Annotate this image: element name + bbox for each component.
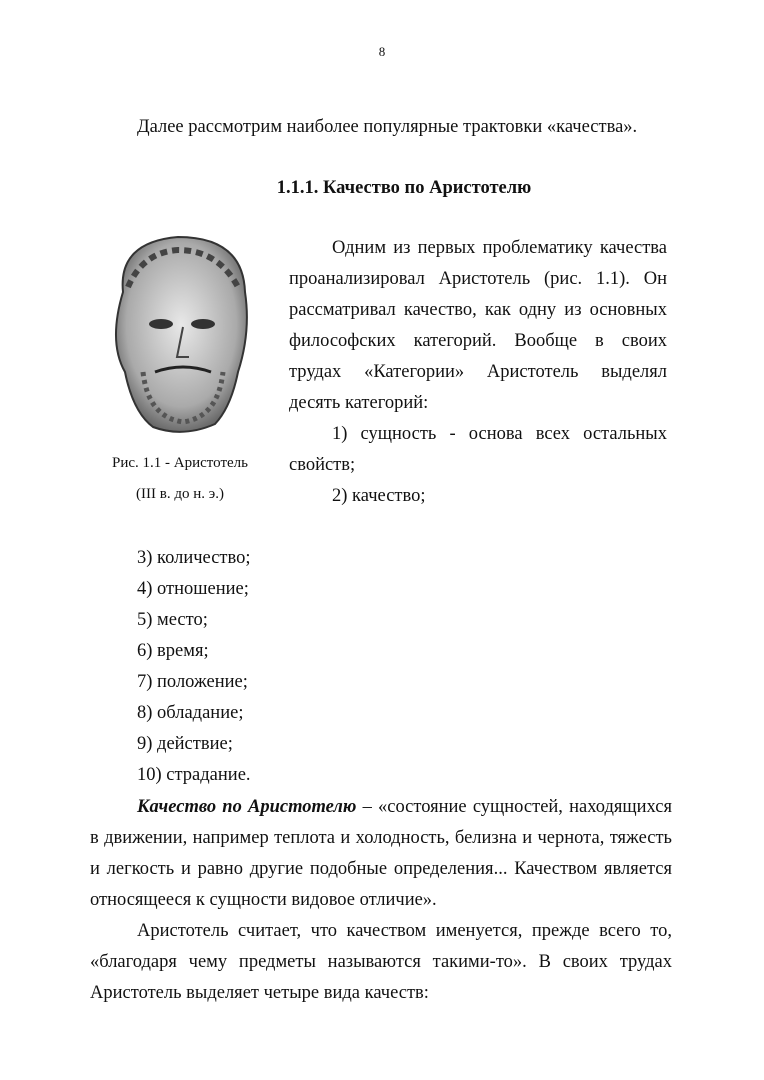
column-paragraph: Одним из первых проблематику качества проанализировал Аристотель (рис. 1.1). Он рассматривал качество, как одну из основных философских категорий. Вообще в своих трудах «Категории» Аристотель выделял десять категорий: <box>289 238 667 413</box>
body-paragraph: Аристотель считает, что качеством именуется, прежде всего то, «благодаря чему предметы называются такими-то». В своих трудах Аристотель выделяет четыре вида качеств: <box>90 921 672 1003</box>
category-item: 5) место; <box>137 610 208 630</box>
category-item: 4) отношение; <box>137 579 249 599</box>
page-number: 8 <box>378 44 386 59</box>
caption-line: Рис. 1.1 - Аристотель <box>112 455 248 471</box>
category-item: 9) действие; <box>137 734 233 754</box>
figure-side-text <box>289 233 667 512</box>
category-item: 6) время; <box>137 641 209 661</box>
definition-text: – «состояние сущностей, находящихся в движении, например теплота и холодность, белизна и чернота, тяжесть и легкость и равно другие подобные определения... Качеством является относящееся к сущности видовое отличие». <box>90 797 672 910</box>
aristotle-bust-image <box>103 232 257 438</box>
caption-line: (III в. до н. э.) <box>136 486 224 502</box>
category-item: 10) страдание. <box>137 765 251 785</box>
category-list <box>137 543 251 791</box>
category-item: 1) сущность - основа всех остальных свойств; <box>289 424 667 475</box>
definition-paragraph <box>90 792 672 916</box>
category-item: 8) обладание; <box>137 703 244 723</box>
intro-sentence: Далее рассмотрим наиболее популярные трактовки «качества». <box>137 117 638 137</box>
defined-term: Качество по Аристотелю <box>137 797 357 817</box>
section-heading: 1.1.1. Качество по Аристотелю <box>276 178 532 198</box>
category-item: 7) положение; <box>137 672 248 692</box>
category-item: 3) количество; <box>137 548 251 568</box>
figure-caption <box>100 448 260 510</box>
category-item: 2) качество; <box>332 486 426 506</box>
